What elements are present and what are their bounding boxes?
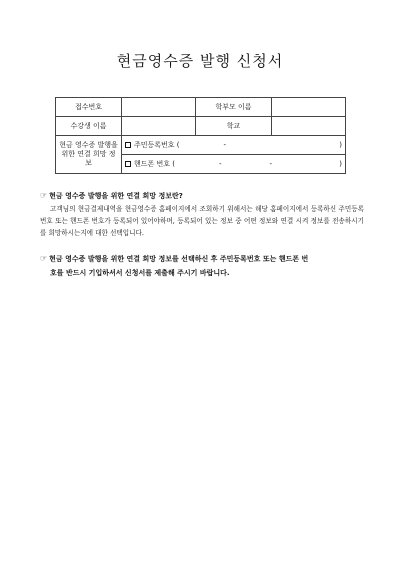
contact-info-label: 현금 영수증 발행을 위한 연결 희망 정보 <box>56 136 122 174</box>
close-paren: ) <box>339 141 342 149</box>
application-form-table <box>55 97 346 174</box>
close-paren: ) <box>339 160 342 168</box>
hand-pointing-icon: ☞ <box>40 191 48 200</box>
question-heading-text: 현금 영수증 발행을 위한 연결 희망 정보란? <box>49 192 183 200</box>
table-row <box>56 136 346 155</box>
student-name-field[interactable] <box>122 117 196 136</box>
dash-separator: - <box>219 160 222 168</box>
page-title: 현금영수증 발행 신청서 <box>116 52 284 70</box>
submission-note <box>40 252 366 280</box>
school-label: 학교 <box>195 117 271 136</box>
note-line-2: 호를 반드시 기입하셔서 신청서를 제출해 주시기 바랍니다. <box>50 269 230 277</box>
checkbox-icon[interactable] <box>125 142 131 148</box>
checkbox-icon[interactable] <box>125 161 131 167</box>
question-body: 고객님의 현금결제내역을 현금영수증 홈페이지에서 조회하기 위해서는 해당 홈페이지에서 등록하신 주민등록번호 또는 핸드폰 번호가 등록되어 있어야하며, 등록되어 있는 정보 중 어떤 정보와 연결 시켜 정보를 전송하시기를 희망하시는지에 대한 선택입니다. <box>40 205 364 237</box>
phone-number-option[interactable] <box>122 155 346 174</box>
table-row <box>56 117 346 136</box>
student-name-label: 수강생 이름 <box>56 117 122 136</box>
dash-separator: - <box>223 141 227 149</box>
receipt-number-label: 접수번호 <box>56 98 122 117</box>
resident-number-option[interactable] <box>122 136 346 155</box>
dash-separator: - <box>269 160 273 168</box>
receipt-number-field[interactable] <box>122 98 196 117</box>
note-line-1: 현금 영수증 발행을 위한 연결 희망 정보를 선택하신 후 주민등록번호 또는 핸드폰 번 <box>49 255 309 263</box>
parent-name-label: 학부모 이름 <box>195 98 271 117</box>
question-heading <box>40 191 183 201</box>
parent-name-field[interactable] <box>272 98 346 117</box>
resident-number-label: 주민등록번호 ( <box>134 141 180 149</box>
hand-pointing-icon: ☞ <box>40 254 48 263</box>
phone-number-label: 핸드폰 번호 ( <box>134 160 175 168</box>
school-field[interactable] <box>272 117 346 136</box>
table-row <box>56 98 346 117</box>
